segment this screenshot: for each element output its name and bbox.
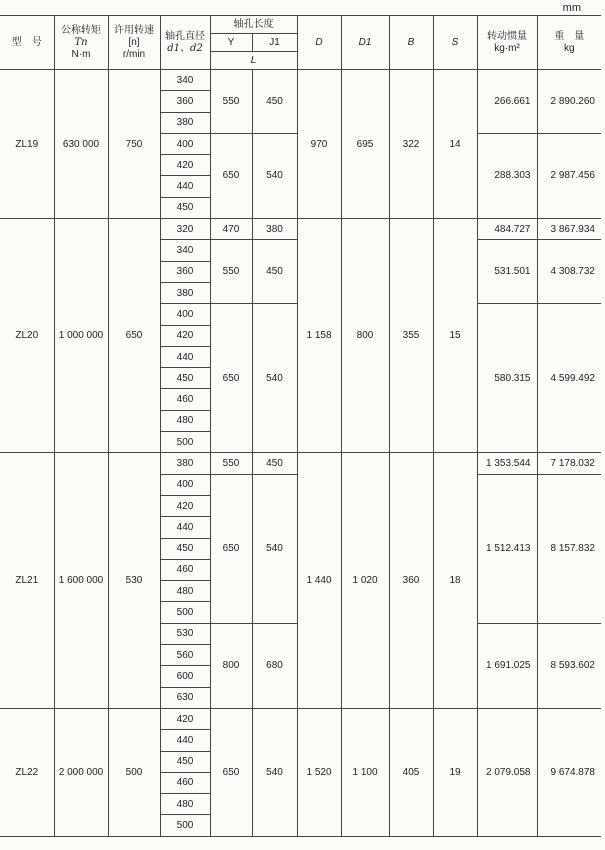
header-row-1 xyxy=(0,16,601,34)
table-row xyxy=(0,708,601,729)
bore-cell: 600 xyxy=(160,666,210,687)
bore-cell: 450 xyxy=(160,751,210,772)
b-cell: 355 xyxy=(389,219,433,453)
header-speed: 许用转速 [n] r/min xyxy=(108,16,160,70)
length-y-cell: 650 xyxy=(210,474,252,623)
length-j1-cell: 450 xyxy=(252,453,297,474)
torque-cell: 1 000 000 xyxy=(54,219,108,453)
length-y-cell: 470 xyxy=(210,219,252,240)
mass-cell: 4 308.732 xyxy=(537,240,601,304)
torque-cell: 2 000 000 xyxy=(54,708,108,836)
bore-cell: 440 xyxy=(160,346,210,367)
inertia-cell: 580.315 xyxy=(477,304,537,453)
bore-cell: 420 xyxy=(160,708,210,729)
model-cell: ZL21 xyxy=(0,453,54,709)
bore-cell: 440 xyxy=(160,176,210,197)
header-D1: D1 xyxy=(341,16,389,70)
d1-cell: 800 xyxy=(341,219,389,453)
bore-cell: 560 xyxy=(160,645,210,666)
bore-cell: 380 xyxy=(160,282,210,303)
coupling-spec-table xyxy=(0,15,601,837)
bore-cell: 400 xyxy=(160,474,210,495)
length-j1-cell: 540 xyxy=(252,133,297,218)
bore-cell: 530 xyxy=(160,623,210,644)
bore-cell: 500 xyxy=(160,815,210,836)
length-j1-cell: 680 xyxy=(252,623,297,708)
mass-cell: 2 987.456 xyxy=(537,133,601,218)
bore-cell: 380 xyxy=(160,112,210,133)
header-S: S xyxy=(433,16,477,70)
bore-cell: 420 xyxy=(160,155,210,176)
length-y-cell: 550 xyxy=(210,453,252,474)
bore-cell: 450 xyxy=(160,368,210,389)
bore-cell: 630 xyxy=(160,687,210,708)
bore-cell: 400 xyxy=(160,304,210,325)
b-cell: 322 xyxy=(389,70,433,219)
d1-cell: 1 020 xyxy=(341,453,389,709)
header-B: B xyxy=(389,16,433,70)
header-j1: J1 xyxy=(252,34,297,52)
bore-cell: 420 xyxy=(160,495,210,516)
bore-cell: 450 xyxy=(160,538,210,559)
s-cell: 15 xyxy=(433,219,477,453)
header-inertia: 转动惯量 kg·m² xyxy=(477,16,537,70)
s-cell: 19 xyxy=(433,708,477,836)
length-y-cell: 650 xyxy=(210,133,252,218)
bore-cell: 460 xyxy=(160,389,210,410)
bore-cell: 440 xyxy=(160,517,210,538)
bore-cell: 460 xyxy=(160,559,210,580)
length-j1-cell: 380 xyxy=(252,219,297,240)
length-j1-cell: 540 xyxy=(252,708,297,836)
mass-cell: 7 178.032 xyxy=(537,453,601,474)
length-j1-cell: 450 xyxy=(252,240,297,304)
inertia-cell: 2 079.058 xyxy=(477,708,537,836)
length-j1-cell: 540 xyxy=(252,474,297,623)
mass-cell: 8 157.832 xyxy=(537,474,601,623)
bore-cell: 380 xyxy=(160,453,210,474)
inertia-cell: 1 512.413 xyxy=(477,474,537,623)
bore-cell: 340 xyxy=(160,240,210,261)
speed-cell: 530 xyxy=(108,453,160,709)
header-hub-length: 轴孔长度 xyxy=(210,16,297,34)
bore-cell: 360 xyxy=(160,261,210,282)
header-mass: 重 量 kg xyxy=(537,16,601,70)
length-y-cell: 800 xyxy=(210,623,252,708)
d1-cell: 695 xyxy=(341,70,389,219)
bore-cell: 480 xyxy=(160,794,210,815)
mass-cell: 9 674.878 xyxy=(537,708,601,836)
torque-cell: 630 000 xyxy=(54,70,108,219)
bore-cell: 450 xyxy=(160,197,210,218)
bore-cell: 460 xyxy=(160,772,210,793)
bore-cell: 480 xyxy=(160,581,210,602)
b-cell: 405 xyxy=(389,708,433,836)
inertia-cell: 1 353.544 xyxy=(477,453,537,474)
header-model: 型 号 xyxy=(0,16,54,70)
speed-cell: 500 xyxy=(108,708,160,836)
inertia-cell: 1 691.025 xyxy=(477,623,537,708)
table-row xyxy=(0,219,601,240)
bore-cell: 420 xyxy=(160,325,210,346)
mass-cell: 8 593.602 xyxy=(537,623,601,708)
bore-cell: 400 xyxy=(160,133,210,154)
header-D: D xyxy=(297,16,341,70)
header-torque: 公称转矩 Tn N·m xyxy=(54,16,108,70)
unit-label: mm xyxy=(562,2,581,14)
model-cell: ZL19 xyxy=(0,70,54,219)
length-y-cell: 650 xyxy=(210,304,252,453)
d-cell: 1 440 xyxy=(297,453,341,709)
s-cell: 18 xyxy=(433,453,477,709)
bore-cell: 440 xyxy=(160,730,210,751)
header-l: L xyxy=(210,52,297,70)
bore-cell: 340 xyxy=(160,70,210,91)
header-bore: 轴孔直径 d1、d2 xyxy=(160,16,210,70)
length-y-cell: 650 xyxy=(210,708,252,836)
d-cell: 1 158 xyxy=(297,219,341,453)
torque-cell: 1 600 000 xyxy=(54,453,108,709)
bore-cell: 500 xyxy=(160,432,210,453)
mass-cell: 3 867.934 xyxy=(537,219,601,240)
speed-cell: 750 xyxy=(108,70,160,219)
mass-cell: 4 599.492 xyxy=(537,304,601,453)
mass-cell: 2 890.260 xyxy=(537,70,601,134)
bore-cell: 480 xyxy=(160,410,210,431)
b-cell: 360 xyxy=(389,453,433,709)
header-y: Y xyxy=(210,34,252,52)
s-cell: 14 xyxy=(433,70,477,219)
table-row xyxy=(0,453,601,474)
bore-cell: 320 xyxy=(160,219,210,240)
model-cell: ZL22 xyxy=(0,708,54,836)
inertia-cell: 288.303 xyxy=(477,133,537,218)
inertia-cell: 484.727 xyxy=(477,219,537,240)
length-j1-cell: 450 xyxy=(252,70,297,134)
speed-cell: 650 xyxy=(108,219,160,453)
d-cell: 1 520 xyxy=(297,708,341,836)
table-row xyxy=(0,70,601,91)
inertia-cell: 266.661 xyxy=(477,70,537,134)
bore-cell: 500 xyxy=(160,602,210,623)
d1-cell: 1 100 xyxy=(341,708,389,836)
length-y-cell: 550 xyxy=(210,70,252,134)
d-cell: 970 xyxy=(297,70,341,219)
length-j1-cell: 540 xyxy=(252,304,297,453)
inertia-cell: 531.501 xyxy=(477,240,537,304)
length-y-cell: 550 xyxy=(210,240,252,304)
model-cell: ZL20 xyxy=(0,219,54,453)
bore-cell: 360 xyxy=(160,91,210,112)
